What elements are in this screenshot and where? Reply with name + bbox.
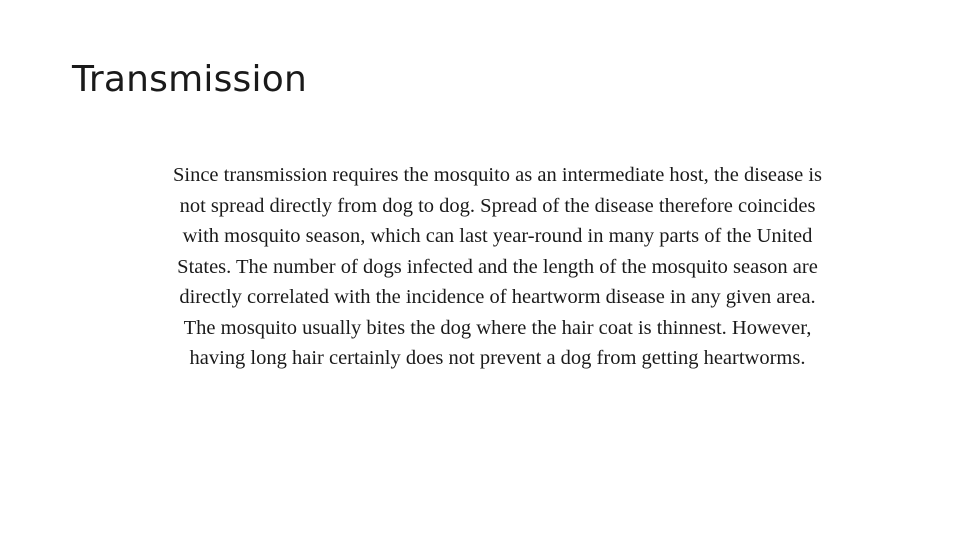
slide-body: [160, 160, 835, 374]
body-paragraph-transmission: Since transmission requires the mosquito as an intermediate host, the disease is not spread directly from dog to dog. Spread of the disease therefore coincides with mosquito season, which can last year-round in many parts of the United States. The number of dogs infected and the length of the mosquito season are directly correlated with the incidence of heartworm disease in any given area.: [172, 164, 823, 308]
body-paragraph-hair-coat: The mosquito usually bites the dog where the hair coat is thinnest. However, having long hair certainly does not prevent a dog from getting heartworms.: [183, 316, 812, 369]
slide-title: Transmission: [72, 59, 307, 100]
